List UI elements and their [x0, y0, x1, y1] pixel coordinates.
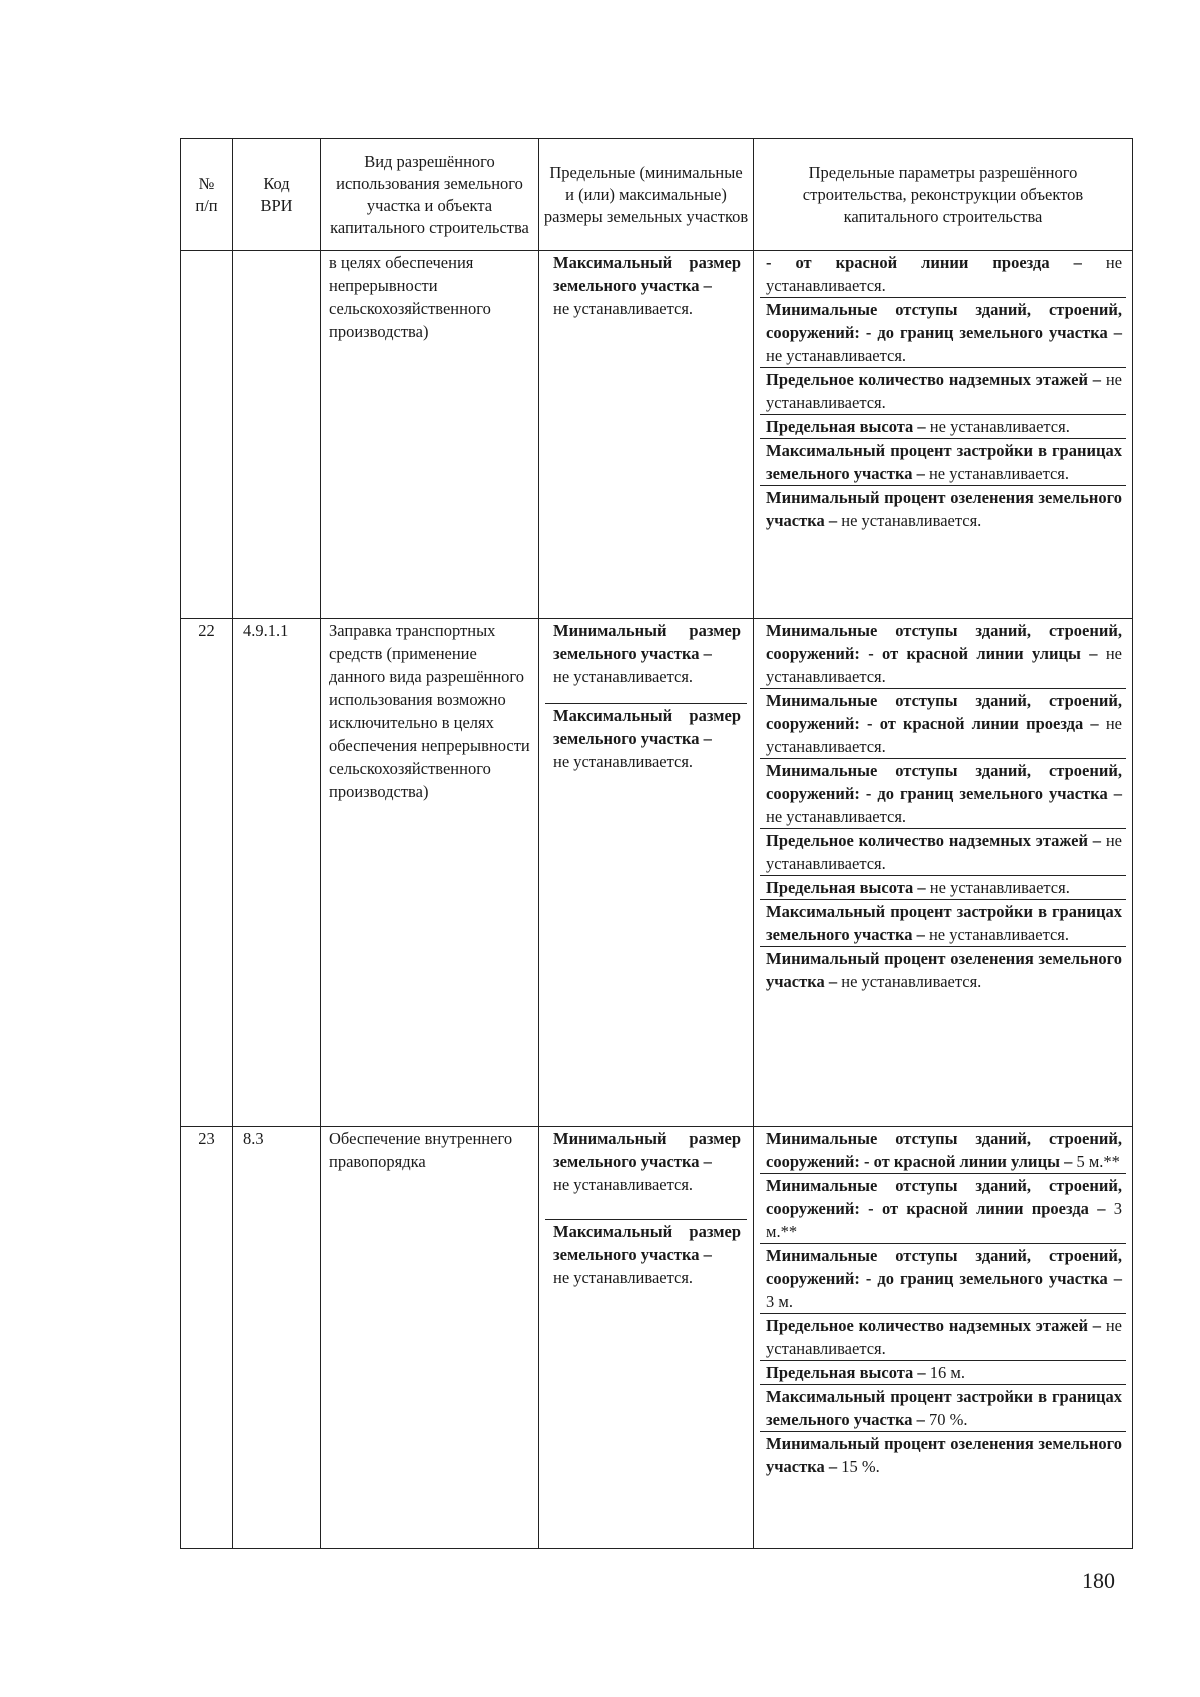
param-label: Максимальный процент застройки в границах земельного участка – [766, 441, 1122, 483]
param-value: не устанавливается. [928, 925, 1070, 944]
size-entry [545, 251, 747, 320]
table-row [181, 619, 1133, 1127]
row-code: 8.3 [233, 1127, 321, 1549]
param-entry [760, 619, 1126, 689]
size-entry [545, 619, 747, 704]
row-vid: Обеспечение внутреннего правопорядка [321, 1127, 539, 1549]
param-entry [760, 486, 1126, 532]
param-value: не устанавливается. [766, 346, 907, 365]
header-params [754, 139, 1133, 251]
param-label: Минимальные отступы зданий, строений, сооружений: - от красной линии проезда – [766, 1176, 1122, 1218]
param-entry [760, 368, 1126, 415]
row-vid: в целях обеспечения непрерывности сельскохозяйственного производства) [321, 251, 539, 619]
param-value: 70 %. [928, 1410, 968, 1429]
size-entry [545, 1220, 747, 1289]
size-value: не устанавливается. [553, 1175, 694, 1194]
size-value: не устанавливается. [553, 752, 694, 771]
param-entry [760, 1174, 1126, 1244]
param-value: не устанавливается. [766, 253, 1123, 295]
size-label: Максимальный размер земельного участка – [553, 253, 741, 295]
param-entry [760, 1432, 1126, 1478]
param-label: Минимальный процент озеленения земельного участка – [766, 949, 1122, 991]
row-sizes [539, 1127, 754, 1549]
header-params-text: Предельные параметры разрешённого строительства, реконструкции объектов капитального строительства [802, 162, 1084, 226]
param-entry [760, 689, 1126, 759]
param-value: не устанавливается. [928, 464, 1070, 483]
param-label: Предельная высота – [766, 1363, 926, 1382]
param-value: не устанавливается. [841, 511, 982, 530]
param-entry [760, 900, 1126, 947]
param-value: 15 %. [841, 1457, 880, 1476]
param-value: не устанавливается. [766, 831, 1122, 873]
param-label: - от красной линии проезда – [766, 253, 1082, 272]
size-value: не устанавливается. [553, 1268, 694, 1287]
param-value: не устанавливается. [766, 644, 1122, 686]
size-label: Максимальный размер земельного участка – [553, 706, 741, 748]
param-entry [760, 1244, 1126, 1314]
param-value: не устанавливается. [766, 370, 1122, 412]
header-size-text: Предельные (минимальные и (или) максимальные) размеры земельных участков [543, 162, 749, 226]
row-code [233, 251, 321, 619]
param-label: Предельное количество надземных этажей – [766, 831, 1102, 850]
param-entry [760, 876, 1126, 900]
param-value: 3 м. [766, 1292, 793, 1311]
size-label: Минимальный размер земельного участка – [553, 621, 741, 663]
param-label: Минимальные отступы зданий, строений, сооружений: - от красной линии проезда – [766, 691, 1122, 733]
param-entry [760, 829, 1126, 876]
param-value: 5 м.** [1076, 1152, 1120, 1171]
row-sizes [539, 251, 754, 619]
size-value: не устанавливается. [553, 667, 694, 686]
param-entry [760, 415, 1126, 439]
header-size [539, 139, 754, 251]
param-value: не устанавливается. [766, 807, 907, 826]
row-code: 4.9.1.1 [233, 619, 321, 1127]
row-params [754, 251, 1133, 619]
param-entry [760, 1127, 1126, 1174]
param-label: Минимальные отступы зданий, строений, сооружений: - до границ земельного участка – [766, 761, 1122, 803]
header-code-text: Код ВРИ [260, 173, 293, 215]
row-sizes [539, 619, 754, 1127]
row-params [754, 619, 1133, 1127]
table-row [181, 1127, 1133, 1549]
row-num: 23 [181, 1127, 233, 1549]
param-entry [760, 439, 1126, 486]
page-number: 180 [1082, 1568, 1115, 1593]
header-num [181, 139, 233, 251]
table-header-row [181, 139, 1133, 251]
size-entry [545, 704, 747, 773]
header-vid [321, 139, 539, 251]
param-entry [760, 1361, 1126, 1385]
param-label: Максимальный процент застройки в границах земельного участка – [766, 902, 1122, 944]
row-params [754, 1127, 1133, 1549]
param-label: Максимальный процент застройки в границах земельного участка – [766, 1387, 1122, 1429]
param-value: 16 м. [929, 1363, 965, 1382]
regulations-table [180, 138, 1133, 1549]
param-entry [760, 947, 1126, 993]
table-row [181, 251, 1133, 619]
size-label: Максимальный размер земельного участка – [553, 1222, 741, 1264]
param-value: не устанавливается. [929, 878, 1070, 897]
row-num [181, 251, 233, 619]
param-label: Предельное количество надземных этажей – [766, 370, 1102, 389]
param-value: не устанавливается. [841, 972, 982, 991]
row-vid: Заправка транспортных средств (применение данного вида разрешённого использования возможно исключительно в целях обеспечения непрерывности сельскохозяйственного производства) [321, 619, 539, 1127]
param-label: Минимальные отступы зданий, строений, сооружений: - до границ земельного участка – [766, 300, 1122, 342]
param-label: Минимальные отступы зданий, строений, сооружений: - от красной линии улицы – [766, 1129, 1122, 1171]
param-value: не устанавливается. [929, 417, 1070, 436]
param-entry [760, 759, 1126, 829]
table-body [181, 251, 1133, 1549]
param-value: не устанавливается. [766, 714, 1122, 756]
param-entry [760, 298, 1126, 368]
header-vid-text: Вид разрешённого использования земельного участка и объекта капитального строительства [330, 151, 529, 237]
param-entry [760, 251, 1126, 298]
param-label: Предельное количество надземных этажей – [766, 1316, 1102, 1335]
row-num: 22 [181, 619, 233, 1127]
size-label: Минимальный размер земельного участка – [553, 1129, 741, 1171]
param-value: не устанавливается. [766, 1316, 1122, 1358]
param-entry [760, 1385, 1126, 1432]
param-label: Предельная высота – [766, 417, 926, 436]
size-entry [545, 1127, 747, 1220]
param-label: Минимальный процент озеленения земельного участка – [766, 1434, 1122, 1476]
header-num-text: № п/п [195, 173, 218, 215]
header-code [233, 139, 321, 251]
param-label: Минимальный процент озеленения земельного участка – [766, 488, 1122, 530]
param-label: Минимальные отступы зданий, строений, сооружений: - до границ земельного участка – [766, 1246, 1122, 1288]
size-value: не устанавливается. [553, 299, 694, 318]
param-label: Предельная высота – [766, 878, 926, 897]
param-label: Минимальные отступы зданий, строений, сооружений: - от красной линии улицы – [766, 621, 1122, 663]
param-entry [760, 1314, 1126, 1361]
param-value: 3 м.** [766, 1199, 1122, 1241]
